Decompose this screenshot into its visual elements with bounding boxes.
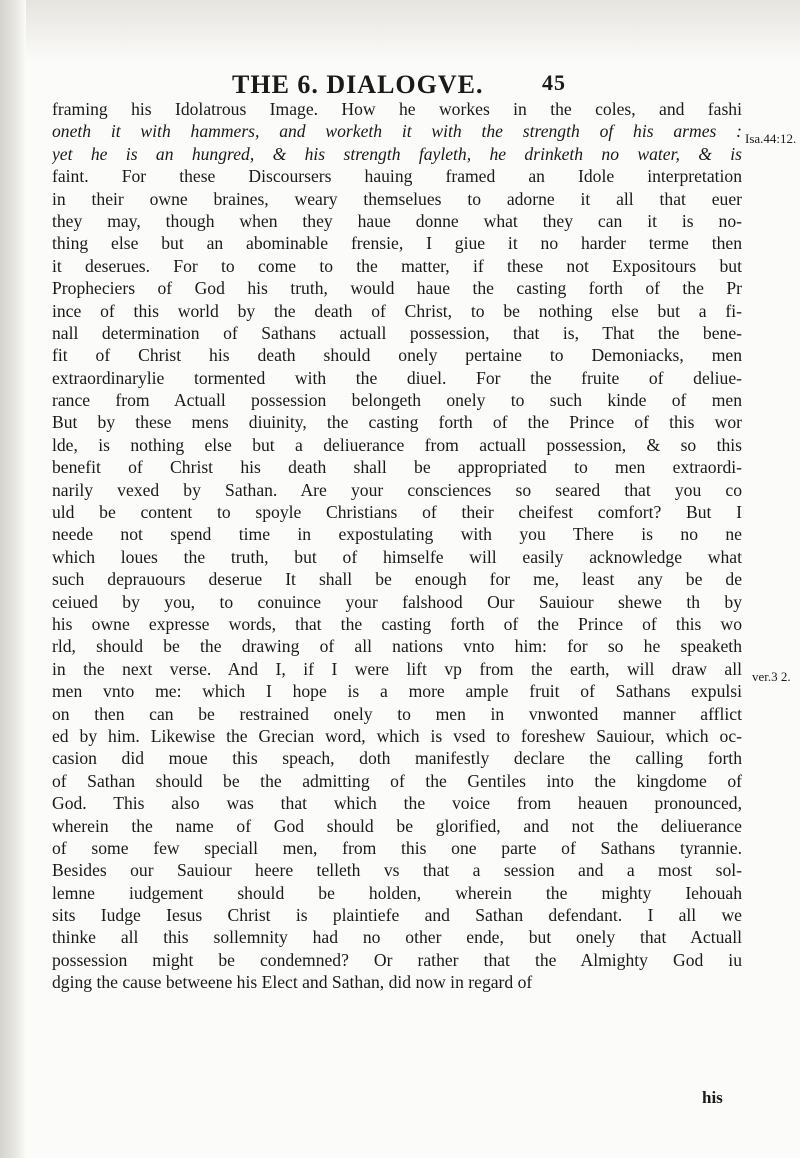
text-line: of some few speciall men, from this one parte of Sathans tyrannie. [52, 837, 742, 858]
text-line: in their owne braines, weary themselues to adorne it all that euer [52, 188, 742, 209]
text-line: extraordinarylie tormented with the diuel. For the fruite of deliue- [52, 367, 742, 388]
text-line: yet he is an hungred, & his strength fayleth, he drinketh no water, & is [52, 143, 742, 164]
text-line: wherein the name of God should be glorified, and not the deliuerance [52, 815, 742, 836]
text-line: which loues the truth, but of himselfe will easily acknowledge what [52, 546, 742, 567]
text-line: in the next verse. And I, if I were lift vp from the earth, will draw all [52, 658, 742, 679]
text-line: benefit of Christ his death shall be appropriated to men extraordi- [52, 457, 742, 478]
body-text [52, 98, 742, 994]
text-line: dging the cause betweene his Elect and Sathan, did now in regard of [52, 972, 533, 993]
text-line: Propheciers of God his truth, would haue the casting forth of the Pr [52, 278, 742, 299]
text-line: oneth it with hammers, and worketh it with the strength of his armes : [52, 121, 742, 142]
text-line: nall determination of Sathans actuall possession, that is, That the bene- [52, 322, 742, 343]
text-line: thinke all this sollemnity had no other ende, but onely that Actuall [52, 927, 742, 948]
text-line: thing else but an abominable frensie, I giue it no harder terme then [52, 233, 742, 254]
page-number: 45 [542, 70, 566, 95]
text-line: casion did moue this speach, doth manifestly declare the calling forth [52, 748, 742, 769]
text-line: narily vexed by Sathan. Are your consciences so seared that you co [52, 479, 742, 500]
text-line: of Sathan should be the admitting of the Gentiles into the kingdome of [52, 770, 742, 791]
text-line: his owne expresse words, that the casting forth of the Prince of this wo [52, 613, 742, 634]
text-line: uld be content to spoyle Christians of their cheifest comfort? But I [52, 502, 742, 523]
text-line: possession might be condemned? Or rather that the Almighty God iu [52, 949, 742, 970]
page-top-shadow [0, 0, 800, 62]
text-line: such deprauours deserue It shall be enough for me, least any be de [52, 569, 742, 590]
text-line: ince of this world by the death of Christ, to be nothing else but a fi- [52, 300, 742, 321]
text-line: rance from Actuall possession belongeth onely to such kinde of men [52, 390, 742, 411]
text-line: God. This also was that which the voice from heauen pronounced, [52, 793, 742, 814]
text-line: ed by him. Likewise the Grecian word, which is vsed to foreshew Sauiour, which oc- [52, 725, 742, 746]
text-line: fit of Christ his death should onely pertaine to Demoniacks, men [52, 345, 742, 366]
text-line: it deserues. For to come to the matter, if these not Expositours but [52, 255, 742, 276]
margin-reference: ver.3 2. [752, 669, 791, 684]
text-line: rld, should be the drawing of all nations vnto him: for so he speaketh [52, 636, 742, 657]
text-line: faint. For these Discoursers hauing framed an Idole interpretation [52, 166, 742, 187]
text-line: framing his Idolatrous Image. How he workes in the coles, and fashi [52, 99, 742, 119]
text-line: But by these mens diuinity, the casting forth of the Prince of this wor [52, 412, 742, 433]
margin-reference: Isa.44:12. [745, 131, 797, 146]
text-line: they may, though when they haue donne what they can it is no- [52, 210, 742, 231]
text-line: men vnto me: which I hope is a more ample fruit of Sathans expulsi [52, 681, 742, 702]
text-line: ceiued by you, to conuince your falshood Our Sauiour shewe th by [52, 591, 742, 612]
text-line: Besides our Sauiour heere telleth vs that a session and a most sol- [52, 860, 742, 881]
text-line: lde, is nothing else but a deliuerance from actuall possession, & so this [52, 434, 742, 455]
page-gutter-shadow [0, 0, 26, 1158]
text-line: on then can be restrained onely to men in vnwonted manner afflict [52, 703, 742, 724]
text-line: sits Iudge Iesus Christ is plaintiefe and Sathan defendant. I all we [52, 905, 742, 926]
text-line: lemne iudgement should be holden, wherein the mighty Iehouah [52, 882, 742, 903]
text-line: neede not spend time in expostulating with you There is no ne [52, 524, 742, 545]
running-head: THE 6. DIALOGVE. [232, 70, 484, 99]
catchword: his [702, 1088, 723, 1107]
